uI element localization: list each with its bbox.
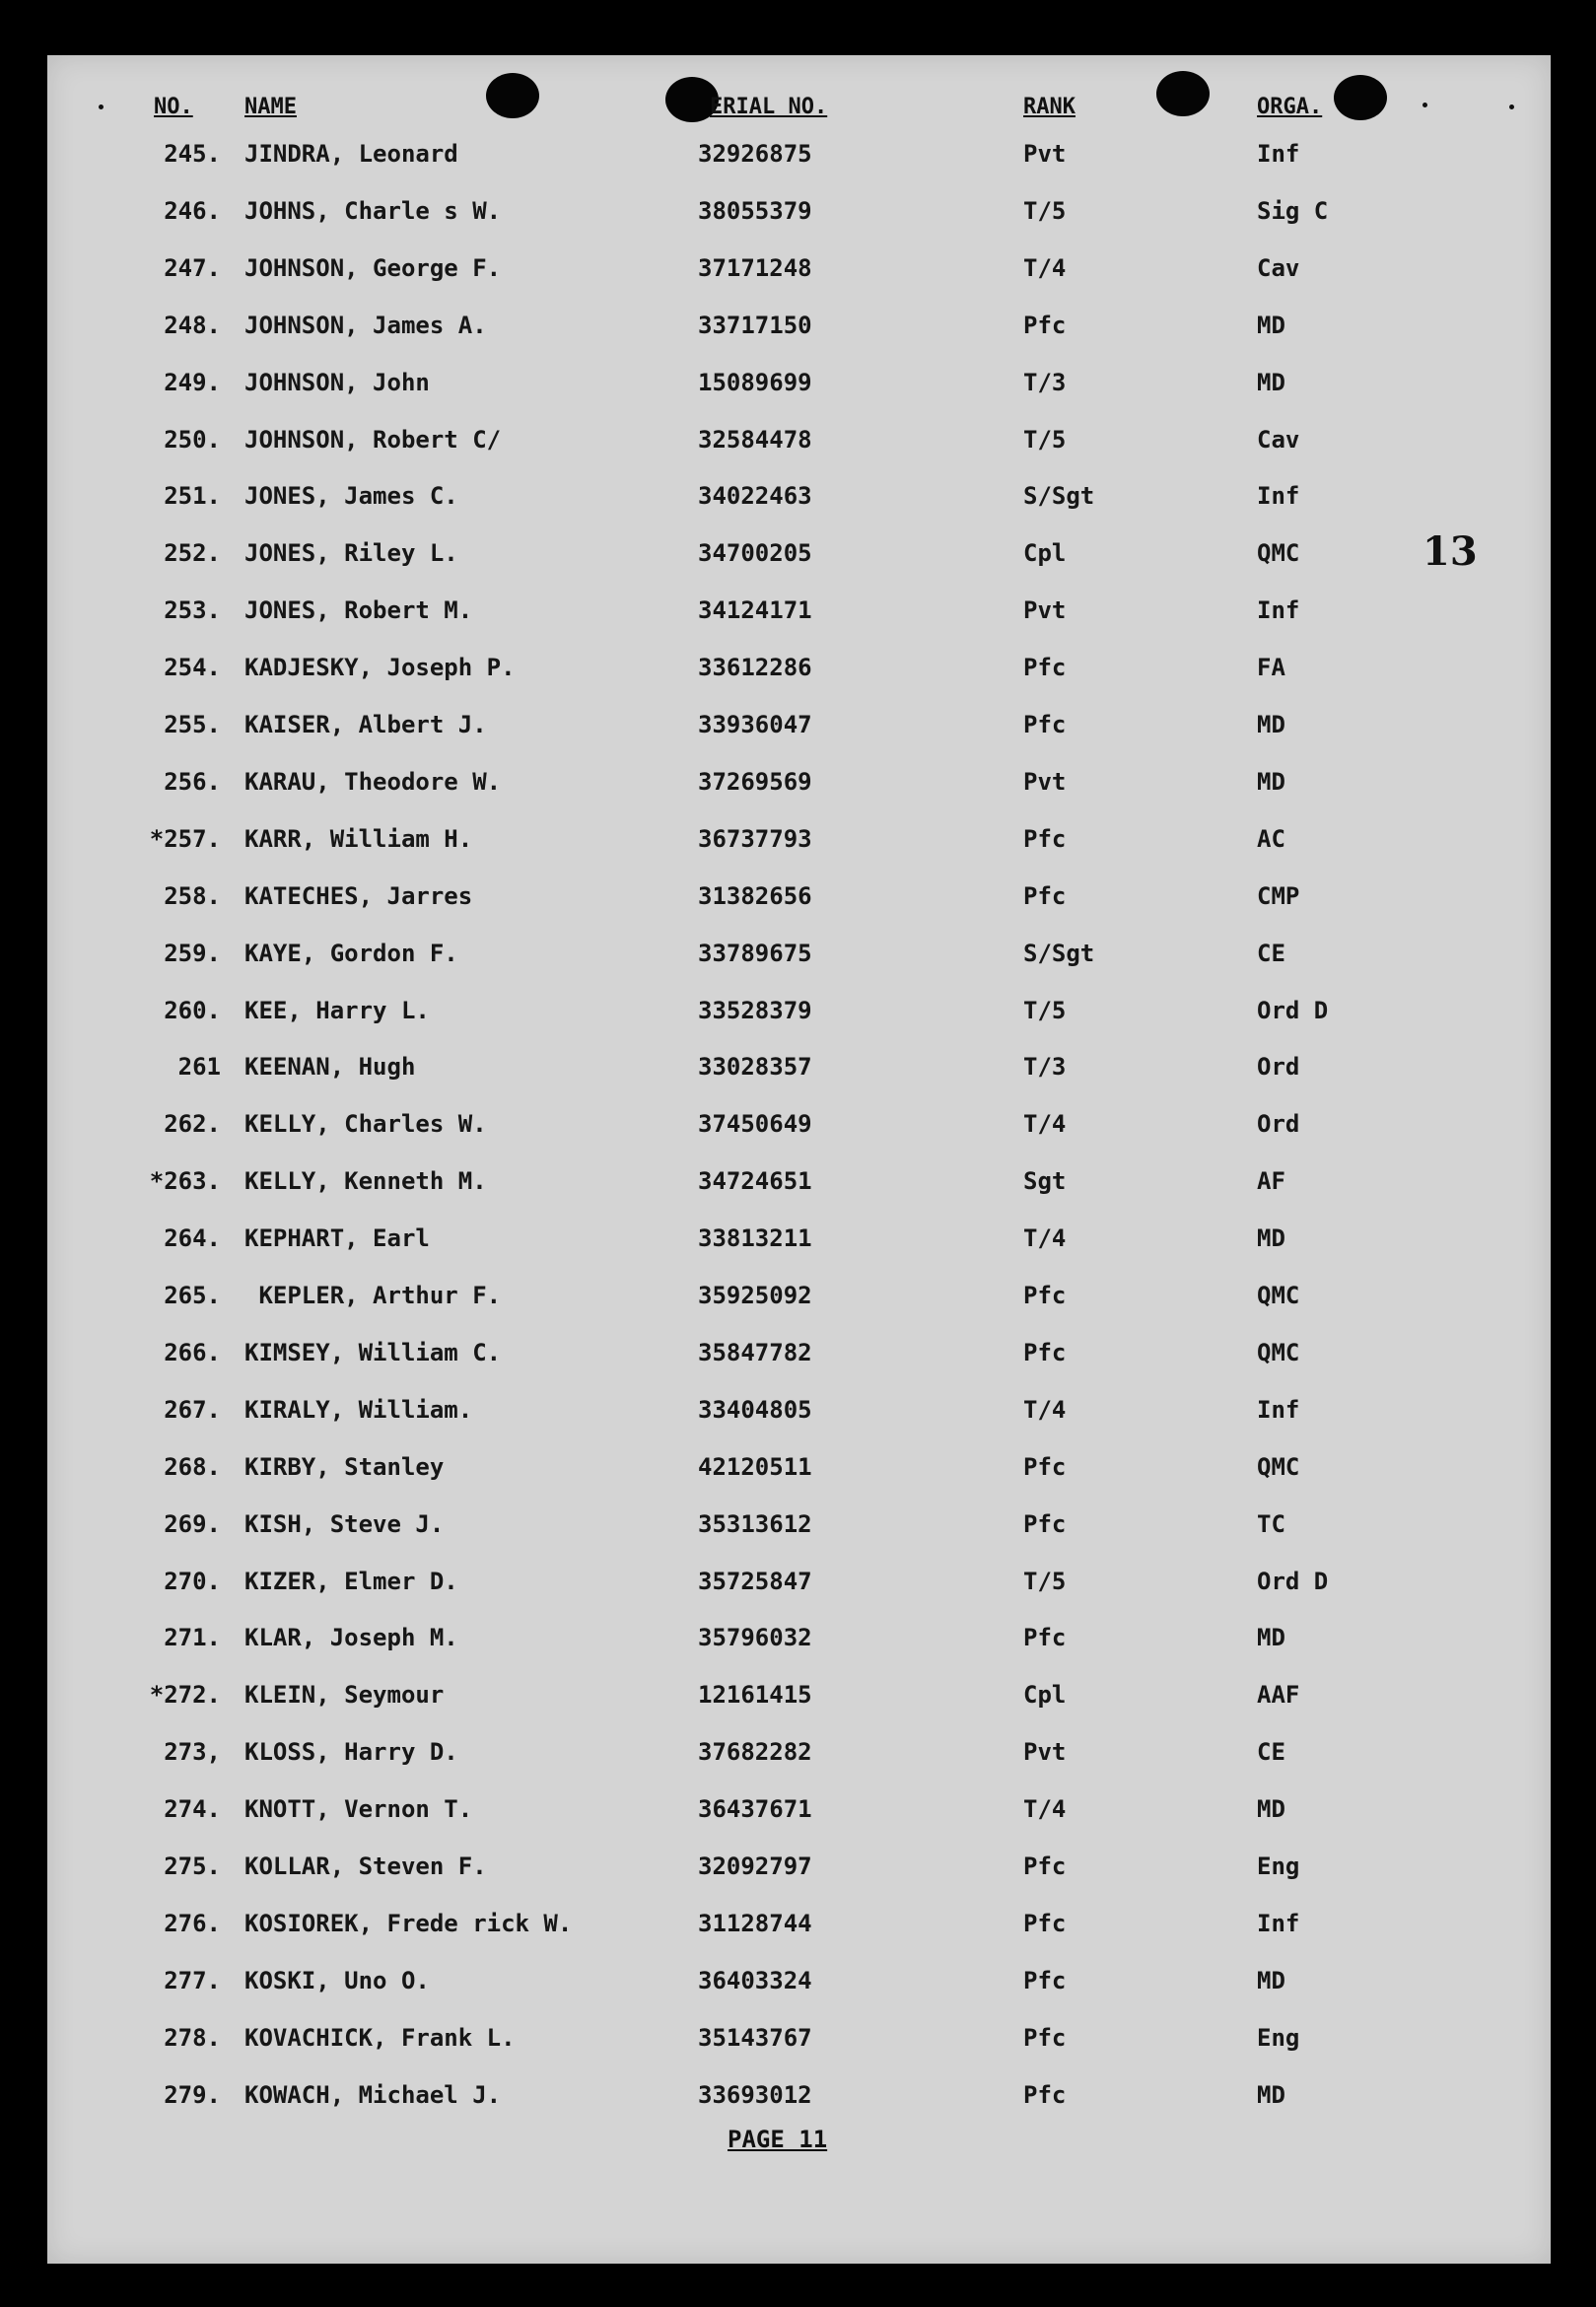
row-org: MD [1257, 1224, 1285, 1253]
header-serial: ERIAL NO. [710, 95, 828, 119]
table-row [47, 1910, 1551, 1949]
row-number: 261 [177, 1053, 221, 1082]
row-number: *257. [149, 824, 221, 853]
row-rank: Pvt [1023, 140, 1067, 168]
row-name: KIRALY, William. [244, 1395, 473, 1424]
row-name: KAYE, Gordon F. [244, 939, 458, 967]
row-number: 258. [164, 881, 221, 910]
row-rank: Pfc [1023, 824, 1067, 853]
row-rank: S/Sgt [1023, 939, 1095, 967]
row-rank: Pfc [1023, 881, 1067, 910]
row-name: JOHNSON, John [244, 368, 430, 396]
row-serial: 33612286 [698, 654, 812, 682]
row-serial: 35725847 [698, 1567, 812, 1595]
row-rank: Cpl [1023, 1681, 1067, 1710]
row-name: KLOSS, Harry D. [244, 1738, 458, 1767]
row-org: QMC [1257, 1282, 1300, 1309]
table-row [47, 2024, 1551, 2063]
row-number: 278. [164, 2023, 221, 2052]
row-rank: Sgt [1023, 1167, 1067, 1196]
row-serial: 37682282 [698, 1738, 812, 1767]
row-rank: T/4 [1023, 1395, 1067, 1424]
row-rank: T/5 [1023, 196, 1067, 225]
row-org: Cav [1257, 253, 1300, 282]
row-serial: 36737793 [698, 824, 812, 853]
table-row [47, 426, 1551, 465]
row-number: 252. [164, 539, 221, 568]
paper-speck [99, 105, 104, 109]
paper-speck [1423, 103, 1427, 107]
row-number: 276. [164, 1909, 221, 1937]
row-name: KIZER, Elmer D. [244, 1567, 458, 1595]
row-org: Inf [1257, 1909, 1300, 1937]
row-name: KIRBY, Stanley [244, 1452, 445, 1481]
row-serial: 33528379 [698, 996, 812, 1024]
row-name: KISH, Steve J. [244, 1509, 445, 1538]
row-serial: 33693012 [698, 2080, 812, 2109]
row-serial: 32584478 [698, 425, 812, 454]
row-org: QMC [1257, 1338, 1300, 1366]
row-serial: 32092797 [698, 1853, 812, 1880]
row-name: KATECHES, Jarres [244, 881, 473, 910]
row-number: 256. [164, 767, 221, 796]
table-row [47, 1224, 1551, 1264]
table-row [47, 312, 1551, 351]
row-serial: 35143767 [698, 2023, 812, 2052]
row-org: Cav [1257, 425, 1300, 454]
row-name: KIMSEY, William C. [244, 1338, 502, 1366]
row-org: AAF [1257, 1681, 1300, 1710]
row-serial: 31128744 [698, 1909, 812, 1937]
table-row [47, 654, 1551, 693]
row-org: CE [1257, 939, 1285, 967]
row-name: KARAU, Theodore W. [244, 767, 502, 796]
row-name: KOLLAR, Steven F. [244, 1853, 487, 1880]
row-org: Ord [1257, 1053, 1300, 1082]
table-row [47, 1053, 1551, 1092]
row-number: 271. [164, 1624, 221, 1652]
row-serial: 32926875 [698, 140, 812, 168]
row-rank: Pfc [1023, 1452, 1067, 1481]
row-serial: 36437671 [698, 1795, 812, 1824]
row-number: 248. [164, 311, 221, 339]
row-name: KARR, William H. [244, 824, 473, 853]
page-footer: PAGE 11 [728, 2126, 828, 2153]
row-number: 249. [164, 368, 221, 396]
row-name: JONES, James C. [244, 482, 458, 511]
row-number: 251. [164, 482, 221, 511]
row-rank: Pfc [1023, 1909, 1067, 1937]
row-serial: 35925092 [698, 1282, 812, 1309]
table-row [47, 1110, 1551, 1150]
row-rank: S/Sgt [1023, 482, 1095, 511]
row-serial: 35796032 [698, 1624, 812, 1652]
row-serial: 15089699 [698, 368, 812, 396]
row-name: JOHNS, Charle s W. [244, 196, 502, 225]
row-rank: Pfc [1023, 1338, 1067, 1366]
table-row [47, 1453, 1551, 1493]
row-org: MD [1257, 1624, 1285, 1652]
row-serial: 37269569 [698, 767, 812, 796]
row-rank: Pfc [1023, 1509, 1067, 1538]
row-serial: 33813211 [698, 1224, 812, 1253]
row-rank: T/4 [1023, 253, 1067, 282]
row-org: MD [1257, 311, 1285, 339]
row-number: 279. [164, 2080, 221, 2109]
header-name: NAME [244, 95, 297, 119]
table-row [47, 1795, 1551, 1835]
table-row [47, 254, 1551, 294]
row-number: 247. [164, 253, 221, 282]
row-serial: 35313612 [698, 1509, 812, 1538]
row-number: 259. [164, 939, 221, 967]
row-number: 255. [164, 711, 221, 738]
row-org: CE [1257, 1738, 1285, 1767]
row-name: JOHNSON, Robert C/ [244, 425, 502, 454]
table-row [47, 1681, 1551, 1720]
row-org: MD [1257, 711, 1285, 738]
row-rank: Pvt [1023, 767, 1067, 796]
row-rank: T/4 [1023, 1110, 1067, 1139]
row-number: *263. [149, 1167, 221, 1196]
punch-hole-far-right [1334, 75, 1387, 120]
row-name: KAISER, Albert J. [244, 711, 487, 738]
row-serial: 34022463 [698, 482, 812, 511]
row-serial: 33936047 [698, 711, 812, 738]
row-name: JINDRA, Leonard [244, 140, 458, 168]
row-number: 264. [164, 1224, 221, 1253]
row-rank: Pfc [1023, 2080, 1067, 2109]
row-serial: 33404805 [698, 1395, 812, 1424]
row-serial: 37171248 [698, 253, 812, 282]
row-name: KEE, Harry L. [244, 996, 430, 1024]
row-number: 262. [164, 1110, 221, 1139]
table-row [47, 1339, 1551, 1378]
row-number: 266. [164, 1338, 221, 1366]
row-rank: T/3 [1023, 1053, 1067, 1082]
table-row [47, 369, 1551, 408]
paper-speck [1509, 105, 1514, 109]
row-rank: Pfc [1023, 2023, 1067, 2052]
table-row [47, 2081, 1551, 2121]
row-rank: T/4 [1023, 1795, 1067, 1824]
row-org: Sig C [1257, 196, 1329, 225]
row-org: MD [1257, 1795, 1285, 1824]
row-number: 270. [164, 1567, 221, 1595]
row-serial: 34724651 [698, 1167, 812, 1196]
header-no: NO. [154, 95, 193, 119]
row-number: 250. [164, 425, 221, 454]
row-rank: T/4 [1023, 1224, 1067, 1253]
row-number: 269. [164, 1509, 221, 1538]
table-row [47, 1568, 1551, 1607]
row-serial: 37450649 [698, 1110, 812, 1139]
row-serial: 35847782 [698, 1338, 812, 1366]
row-org: MD [1257, 767, 1285, 796]
table-row [47, 1853, 1551, 1892]
row-number: 268. [164, 1452, 221, 1481]
row-rank: Pfc [1023, 1624, 1067, 1652]
row-number: *272. [149, 1681, 221, 1710]
row-name: KOWACH, Michael J. [244, 2080, 502, 2109]
table-row [47, 539, 1551, 579]
table-row [47, 997, 1551, 1036]
row-name: KLAR, Joseph M. [244, 1624, 458, 1652]
row-rank: Pfc [1023, 1853, 1067, 1880]
row-rank: Pfc [1023, 711, 1067, 738]
row-serial: 34700205 [698, 539, 812, 568]
row-org: MD [1257, 2080, 1285, 2109]
row-serial: 36403324 [698, 1966, 812, 1994]
row-name: KNOTT, Vernon T. [244, 1795, 473, 1824]
row-name: JONES, Riley L. [244, 539, 458, 568]
row-org: MD [1257, 1966, 1285, 1994]
row-serial: 33789675 [698, 939, 812, 967]
row-name: KELLY, Charles W. [244, 1110, 487, 1139]
row-serial: 12161415 [698, 1681, 812, 1710]
row-org: MD [1257, 368, 1285, 396]
row-number: 274. [164, 1795, 221, 1824]
row-org: Inf [1257, 140, 1300, 168]
row-org: Inf [1257, 1395, 1300, 1424]
row-rank: T/5 [1023, 425, 1067, 454]
row-org: Inf [1257, 596, 1300, 625]
header-rank: RANK [1023, 95, 1076, 119]
table-row [47, 482, 1551, 522]
row-number: 254. [164, 654, 221, 682]
row-org: Ord D [1257, 996, 1329, 1024]
row-rank: T/3 [1023, 368, 1067, 396]
row-org: QMC [1257, 1452, 1300, 1481]
row-rank: Pfc [1023, 311, 1067, 339]
row-name: KEPLER, Arthur F. [244, 1282, 502, 1309]
row-number: 246. [164, 196, 221, 225]
row-serial: 33717150 [698, 311, 812, 339]
table-row [47, 825, 1551, 865]
row-rank: Cpl [1023, 539, 1067, 568]
row-org: Eng [1257, 1853, 1300, 1880]
row-rank: T/5 [1023, 996, 1067, 1024]
row-name: JONES, Robert M. [244, 596, 473, 625]
table-row [47, 197, 1551, 237]
row-number: 275. [164, 1853, 221, 1880]
row-name: JOHNSON, James A. [244, 311, 487, 339]
table-row [47, 1624, 1551, 1663]
table-row [47, 1282, 1551, 1321]
row-number: 273, [164, 1738, 221, 1767]
punch-hole-right [1156, 71, 1210, 116]
table-row [47, 1738, 1551, 1778]
header-org: ORGA. [1257, 95, 1323, 119]
row-name: JOHNSON, George F. [244, 253, 502, 282]
row-rank: Pfc [1023, 654, 1067, 682]
row-number: 265. [164, 1282, 221, 1309]
row-org: Eng [1257, 2023, 1300, 2052]
row-org: CMP [1257, 881, 1300, 910]
row-number: 277. [164, 1966, 221, 1994]
row-name: KELLY, Kenneth M. [244, 1167, 487, 1196]
row-serial: 34124171 [698, 596, 812, 625]
row-number: 260. [164, 996, 221, 1024]
row-name: KOVACHICK, Frank L. [244, 2023, 516, 2052]
document-page [47, 55, 1551, 2264]
table-row [47, 596, 1551, 636]
row-serial: 31382656 [698, 881, 812, 910]
row-number: 267. [164, 1395, 221, 1424]
punch-hole-left [486, 73, 539, 118]
table-row [47, 768, 1551, 807]
row-rank: Pfc [1023, 1282, 1067, 1309]
table-row [47, 940, 1551, 979]
row-rank: Pvt [1023, 596, 1067, 625]
row-number: 245. [164, 140, 221, 168]
row-org: Ord [1257, 1110, 1300, 1139]
row-number: 253. [164, 596, 221, 625]
row-org: TC [1257, 1509, 1285, 1538]
row-org: AF [1257, 1167, 1285, 1196]
table-row [47, 1167, 1551, 1207]
row-org: QMC [1257, 539, 1300, 568]
row-org: Ord D [1257, 1567, 1329, 1595]
row-serial: 38055379 [698, 196, 812, 225]
table-row [47, 711, 1551, 750]
row-name: KADJESKY, Joseph P. [244, 654, 516, 682]
table-row [47, 882, 1551, 922]
table-row [47, 1396, 1551, 1435]
table-row [47, 140, 1551, 179]
page-stamp-number: 13 [1423, 528, 1478, 575]
row-name: KEENAN, Hugh [244, 1053, 416, 1082]
row-org: FA [1257, 654, 1285, 682]
row-org: AC [1257, 824, 1285, 853]
row-name: KLEIN, Seymour [244, 1681, 445, 1710]
row-name: KEPHART, Earl [244, 1224, 430, 1253]
row-name: KOSKI, Uno O. [244, 1966, 430, 1994]
table-row [47, 1967, 1551, 2006]
row-name: KOSIOREK, Frede rick W. [244, 1909, 573, 1937]
row-rank: T/5 [1023, 1567, 1067, 1595]
row-rank: Pfc [1023, 1966, 1067, 1994]
row-org: Inf [1257, 482, 1300, 511]
row-serial: 33028357 [698, 1053, 812, 1082]
row-rank: Pvt [1023, 1738, 1067, 1767]
table-row [47, 1510, 1551, 1550]
row-serial: 42120511 [698, 1452, 812, 1481]
